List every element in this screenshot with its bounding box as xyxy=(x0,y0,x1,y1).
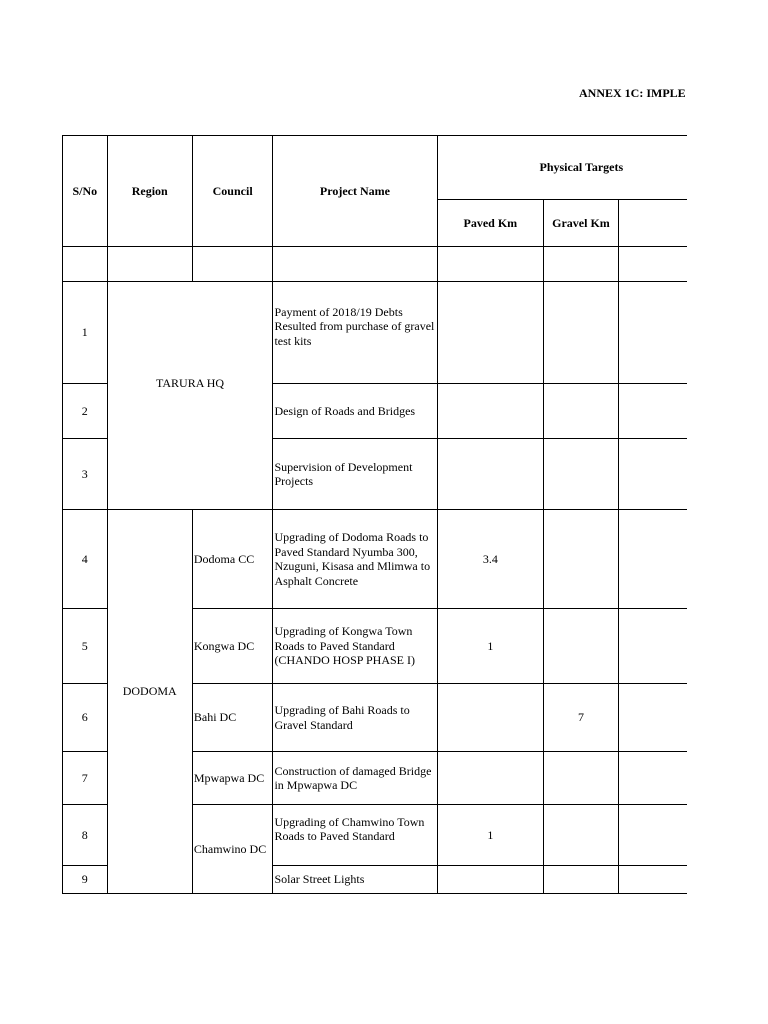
row-paved xyxy=(437,752,544,805)
row-council: Mpwapwa DC xyxy=(192,752,273,805)
row-council: Chamwino DC xyxy=(192,805,273,894)
table-row xyxy=(63,282,688,384)
row-sno: 9 xyxy=(63,866,108,894)
header-gravel-km: Gravel Km xyxy=(544,200,619,247)
header-region: Region xyxy=(107,136,192,247)
region-dodoma: DODOMA xyxy=(107,510,192,894)
spacer-row xyxy=(63,247,688,282)
header-paved-km: Paved Km xyxy=(437,200,544,247)
row-paved: 1 xyxy=(437,805,544,866)
row-paved xyxy=(437,439,544,510)
implementation-table xyxy=(62,135,687,894)
row-sno: 3 xyxy=(63,439,108,510)
row-project: Construction of damaged Bridge in Mpwapwa DC xyxy=(273,752,437,805)
row-gravel xyxy=(544,384,619,439)
row-gravel xyxy=(544,805,619,866)
row-project: Design of Roads and Bridges xyxy=(273,384,437,439)
header-overflow xyxy=(618,200,687,247)
row-paved xyxy=(437,384,544,439)
row-project: Upgrading of Bahi Roads to Gravel Standard xyxy=(273,684,437,752)
row-sno: 2 xyxy=(63,384,108,439)
row-project: Upgrading of Dodoma Roads to Paved Standard Nyumba 300, Nzuguni, Kisasa and Mlimwa to Asphalt Concrete xyxy=(273,510,437,609)
row-gravel xyxy=(544,439,619,510)
row-paved xyxy=(437,866,544,894)
annex-title: ANNEX 1C: IMPLE xyxy=(579,86,686,100)
row-project: Upgrading of Chamwino Town Roads to Paved Standard xyxy=(273,805,437,866)
row-gravel: 7 xyxy=(544,684,619,752)
row-council: Kongwa DC xyxy=(192,609,273,684)
row-sno: 7 xyxy=(63,752,108,805)
row-sno: 5 xyxy=(63,609,108,684)
row-sno: 1 xyxy=(63,282,108,384)
region-tarura-hq: TARURA HQ xyxy=(107,282,273,510)
row-project: Payment of 2018/19 Debts Resulted from purchase of gravel test kits xyxy=(273,282,437,384)
table-row xyxy=(63,510,688,609)
header-sno: S/No xyxy=(63,136,108,247)
row-project: Supervision of Development Projects xyxy=(273,439,437,510)
row-gravel xyxy=(544,752,619,805)
row-paved: 1 xyxy=(437,609,544,684)
header-council: Council xyxy=(192,136,273,247)
row-gravel xyxy=(544,510,619,609)
row-gravel xyxy=(544,866,619,894)
row-council: Bahi DC xyxy=(192,684,273,752)
row-paved xyxy=(437,684,544,752)
row-sno: 4 xyxy=(63,510,108,609)
row-project: Upgrading of Kongwa Town Roads to Paved Standard (CHANDO HOSP PHASE I) xyxy=(273,609,437,684)
row-council: Dodoma CC xyxy=(192,510,273,609)
row-sno: 8 xyxy=(63,805,108,866)
header-physical-targets: Physical Targets xyxy=(437,136,687,200)
row-gravel xyxy=(544,609,619,684)
row-paved xyxy=(437,282,544,384)
row-sno: 6 xyxy=(63,684,108,752)
row-paved: 3.4 xyxy=(437,510,544,609)
row-gravel xyxy=(544,282,619,384)
header-project-name: Project Name xyxy=(273,136,437,247)
table-viewport xyxy=(62,135,687,895)
row-project: Solar Street Lights xyxy=(273,866,437,894)
